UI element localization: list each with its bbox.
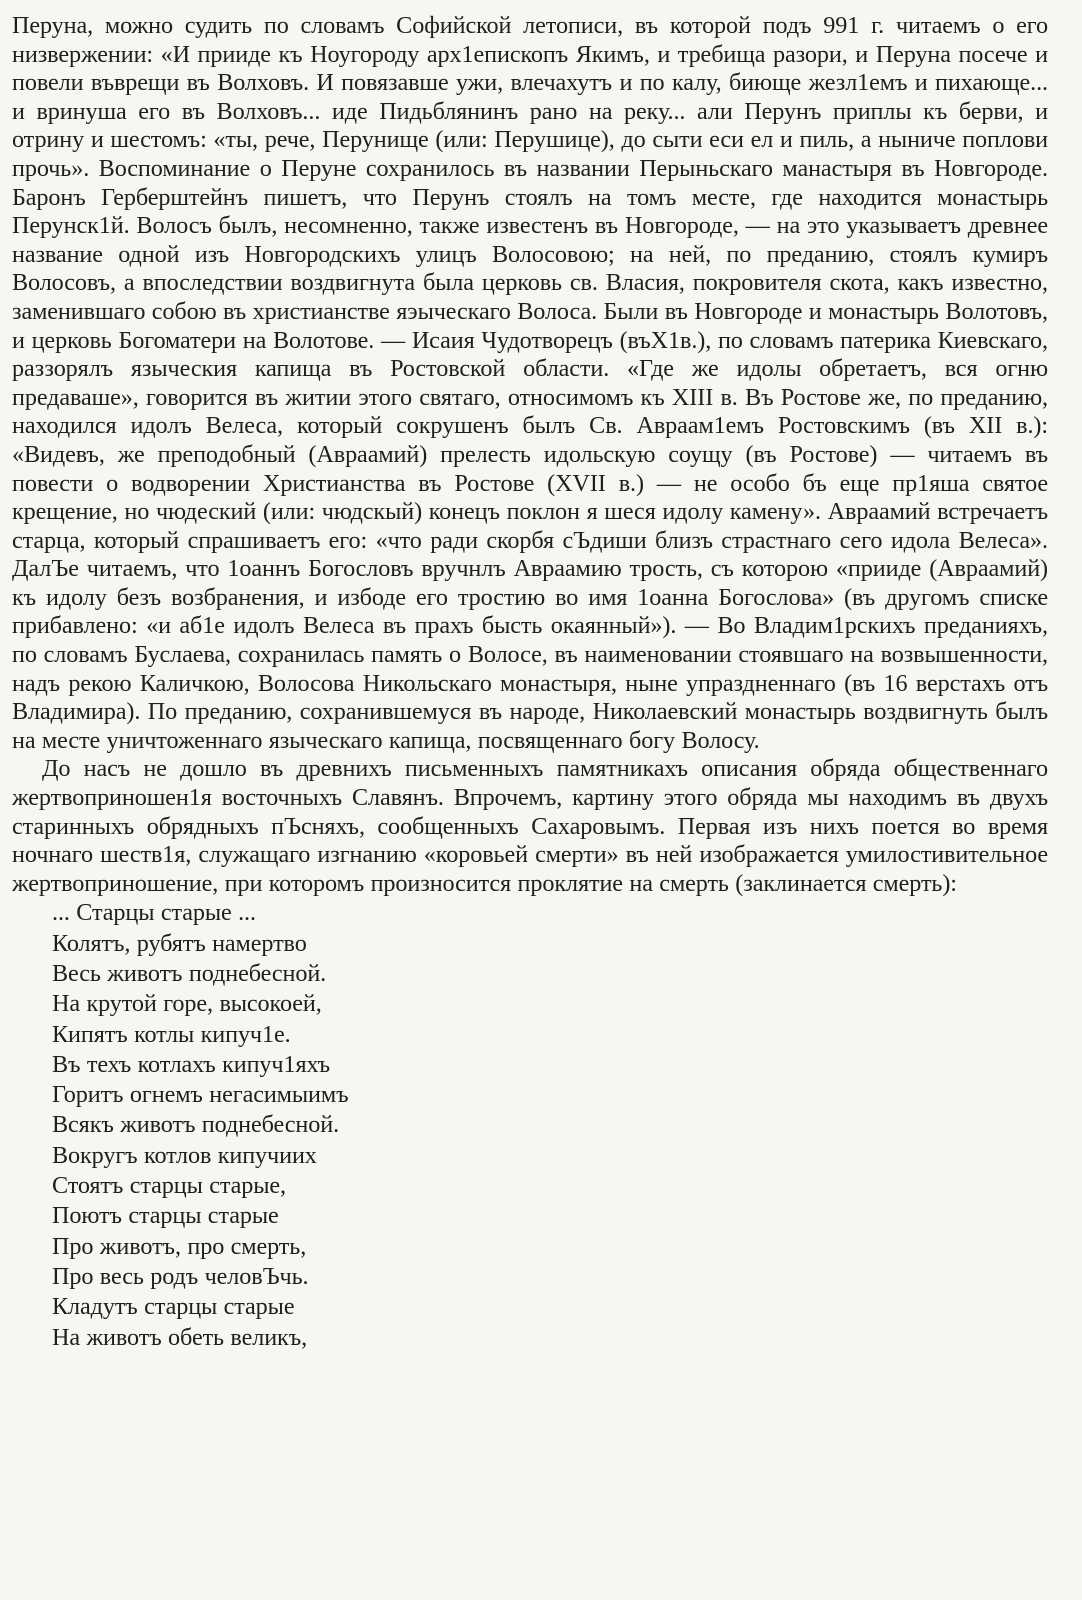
poem-line: Поютъ старцы старые (52, 1202, 279, 1230)
poem-line: На животъ обеть великъ, (52, 1323, 308, 1351)
poem-line: Стоятъ старцы старые, (52, 1172, 286, 1200)
poem-line: Кипятъ котлы кипуч1е. (52, 1020, 291, 1048)
poem-line: На крутой горе, высокоей, (52, 990, 322, 1018)
poem-line: Всякъ животъ поднебесной. (52, 1111, 340, 1139)
poem-line: Весь животъ поднебесной. (52, 960, 327, 987)
poem-line: Про животъ, про смерть, (52, 1232, 307, 1260)
poem-line: Вокругъ котлов кипучиих (52, 1141, 317, 1169)
poem-line: Про весь родъ человЪчь. (52, 1262, 309, 1290)
poem-line: Колятъ, рубятъ намертво (52, 929, 307, 957)
poem (12, 898, 1048, 1352)
poem-line: Кладутъ старцы старые (52, 1293, 295, 1321)
poem-line: Въ техъ котлахъ кипуч1яхъ (52, 1050, 330, 1078)
paragraph-2: До насъ не дошло въ древнихъ письменныхъ памятникахъ описания обряда общественнаго жертвоприношен1я восточныхъ Славянъ. Впрочемъ, картину этого обряда мы находимъ въ двухъ старинныхъ обрядныхъ пЪсняхъ, сообщенныхъ Сахаровымъ. Первая изъ нихъ поется во время ночнаго шеств1я, служащаго изгнанию «коровьей смерти» въ ней изображается умилостивительное жертвоприношение, при которомъ произносится проклятие на смерть (заклинается смерть): (12, 755, 1048, 897)
poem-line: Горитъ огнемъ негасимыимъ (52, 1081, 349, 1109)
paragraph-1: Перуна, можно судить по словамъ Софийской летописи, въ которой подъ 991 г. читаемъ о его низвержении: «И прииде къ Ноугороду арх1епископъ Якимъ, и требища разори, и Перуна посече и повели въврещи въ Волховъ. И повязавше ужи, влечахутъ и по калу, биюще жезл1емъ и пихающе... и вринуша его въ Волховъ... иде Пидьблянинъ рано на реку... али Перунъ приплы къ берви, и отрину и шестомъ: «ты, рече, Перунище (или: Перушице), до сыти еси ел и пиль, а ныниче поплови прочь». Воспоминание о Перуне сохранилось въ названии Перыньскаго манастыря въ Новгороде. Баронъ Герберштейнъ пишетъ, что Перунъ стоялъ на томъ месте, где находится монастырь Перунск1й. Волосъ былъ, несомненно, также известенъ въ Новгороде, — на это указываетъ древнее название одной изъ Новгородскихъ улицъ Волосовою; на ней, по преданию, стоялъ кумиръ Волосовъ, а впоследствии воздвигнута была церковь св. Власия, покровителя скота, какъ известно, заменившаго собою въ христианстве яэыческаго Волоса. Были въ Новгороде и монастырь Волотовъ, и церковь Богоматери на Волотове. — Исаия Чудотворецъ (въХ1в.), по словамъ патерика Киевскаго, раззорялъ языческия капища въ Ростовской области. «Где же идолы обретаетъ, вся огню предаваше», говорится въ житии этого святаго, относимомъ къ XIII в. Въ Ростове же, по преданию, находился идолъ Велеса, который сокрушенъ былъ Св. Авраам1емъ Ростовскимъ (въ XII в.): «Видевъ, же преподобный (Авраамий) прелесть идольскую соущу (въ Ростове) — читаемъ въ повести о водворении Христианства въ Ростове (XVII в.) — не особо бъ еще пр1яша святое крещение, но чюдеский (или: чюдскый) конецъ поклон я шеся идолу камену». Авраамий встречаетъ старца, который спрашиваетъ его: «что ради скорбя сЪдиши близъ страстнаго сего идола Велеса». ДалЪе читаемъ, что 1оаннъ Богословъ вручнлъ Авраамию трость, съ которою «прииде (Авраамий) къ идолу безъ возбранения, и избоде его тростию во имя 1оанна Богослова» (въ другомъ списке прибавлено: «и аб1е идолъ Велеса въ прахъ бысть окаянный»). — Во Владим1рскихъ преданияхъ, по словамъ Буслаева, сохранилась память о Волосе, въ наименовании стоявшаго на возвышенности, надъ рекою Каличкою, Волосова Никольскаго монастыря, ныне упраздненнаго (въ 16 верстахъ отъ Владимира). По преданию, сохранившемуся въ народе, Николаевский монастырь воздвигнуть былъ на месте уничтоженнаго языческаго капища, посвященнаго богу Волосу. (12, 12, 1048, 754)
poem-line: ... Старцы старые ... (52, 899, 256, 927)
